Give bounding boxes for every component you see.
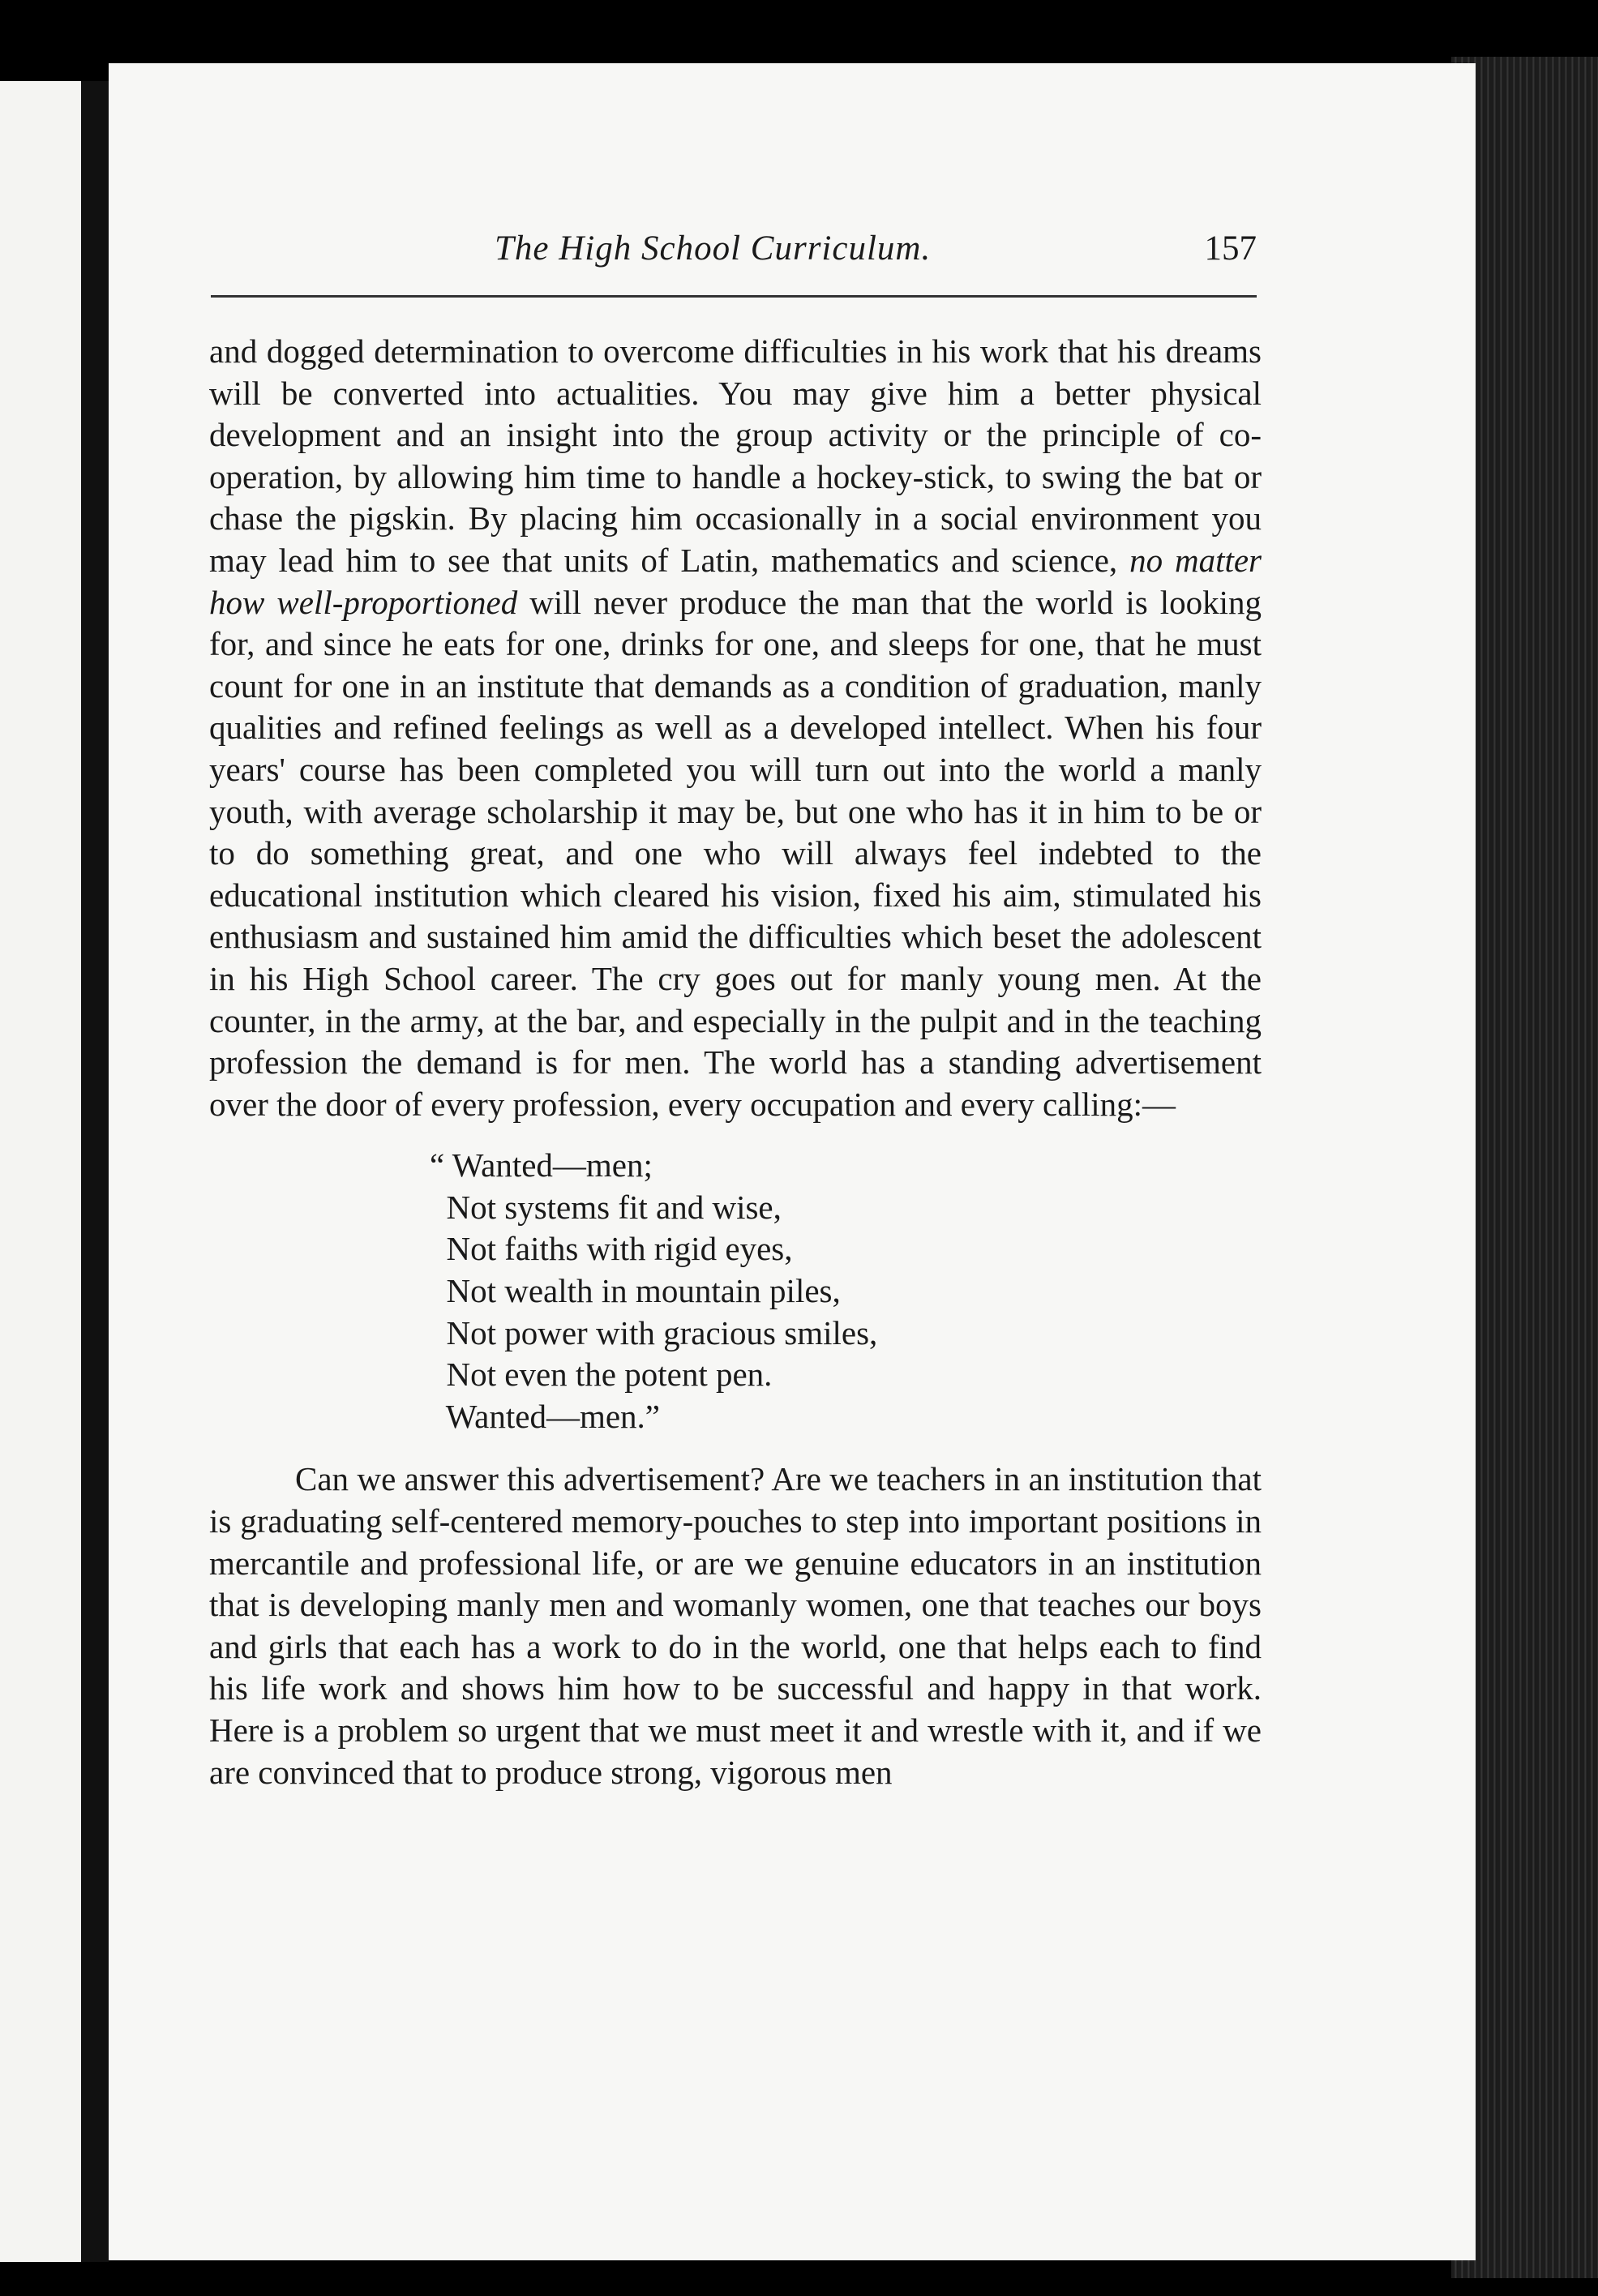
paragraph-1	[209, 331, 1262, 1125]
poem-line: Wanted—men.”	[430, 1397, 660, 1435]
paragraph-1-italic: no matter how well-proportioned	[209, 541, 1262, 621]
page-body	[209, 331, 1262, 1793]
previous-page-edge	[0, 81, 91, 2262]
paragraph-1-text-b: will never produce the man that the world is looking for, and since he eats for one, drinks for one, and sleeps for one, that he must count for one in an institute that demands as a condition of graduation, manly qualities and refined feelings as well as a developed intellect. When his four years' course has been completed you will turn out into the world a manly youth, with average scholarship it may be, but one who has it in him to be or to do something great, and one who will always feel indebted to the educational institution which cleared his vision, fixed his aim, stimulated his enthusiasm and sustained him amid the difficulties which beset the adolescent in his High School career. The cry goes out for manly young men. At the counter, in the army, at the bar, and especially in the pulpit and in the teaching profession the demand is for men. The world has a standing advertisement over the door of every profession, every occupation and every calling:—	[209, 583, 1262, 1123]
poem-line: Not even the potent pen.	[430, 1356, 773, 1394]
poem-line: Not power with gracious smiles,	[430, 1313, 878, 1351]
running-header	[211, 229, 1257, 293]
poem-line: Not systems fit and wise,	[430, 1188, 782, 1226]
page-number: 157	[1204, 229, 1257, 268]
poem-line: Not wealth in mountain piles,	[430, 1272, 841, 1310]
book-gutter-shadow	[81, 81, 109, 2262]
poem-line: Not faiths with rigid eyes,	[430, 1230, 793, 1268]
paragraph-2: Can we answer this advertisement? Are we teachers in an institution that is graduating self-centered memory-pouches to step into important positions in mercantile and professional life, or are we genuine educators in an institution that is developing manly men and womanly women, one that teaches our boys and girls that each has a work to do in the world, one that helps each to find his life work and shows him how to be successful and happy in that work. Here is a problem so urgent that we must meet it and wrestle with it, and if we are convinced that to produce strong, vigorous men	[209, 1460, 1262, 1791]
poem-line: “ Wanted—men;	[430, 1146, 653, 1184]
running-title: The High School Curriculum.	[495, 229, 932, 268]
header-rule	[211, 295, 1257, 298]
paragraph-1-text-a: and dogged determination to overcome difficulties in his work that his dreams will be converted into actualities. You may give him a better physical development and an insight into the group activity or the principle of co-operation, by allowing him time to handle a hockey-stick, to swing the bat or chase the pigskin. By placing him occasionally in a social environment you may lead him to see that units of Latin, mathematics and science,	[209, 332, 1262, 579]
poem-quotation	[430, 1145, 1262, 1437]
